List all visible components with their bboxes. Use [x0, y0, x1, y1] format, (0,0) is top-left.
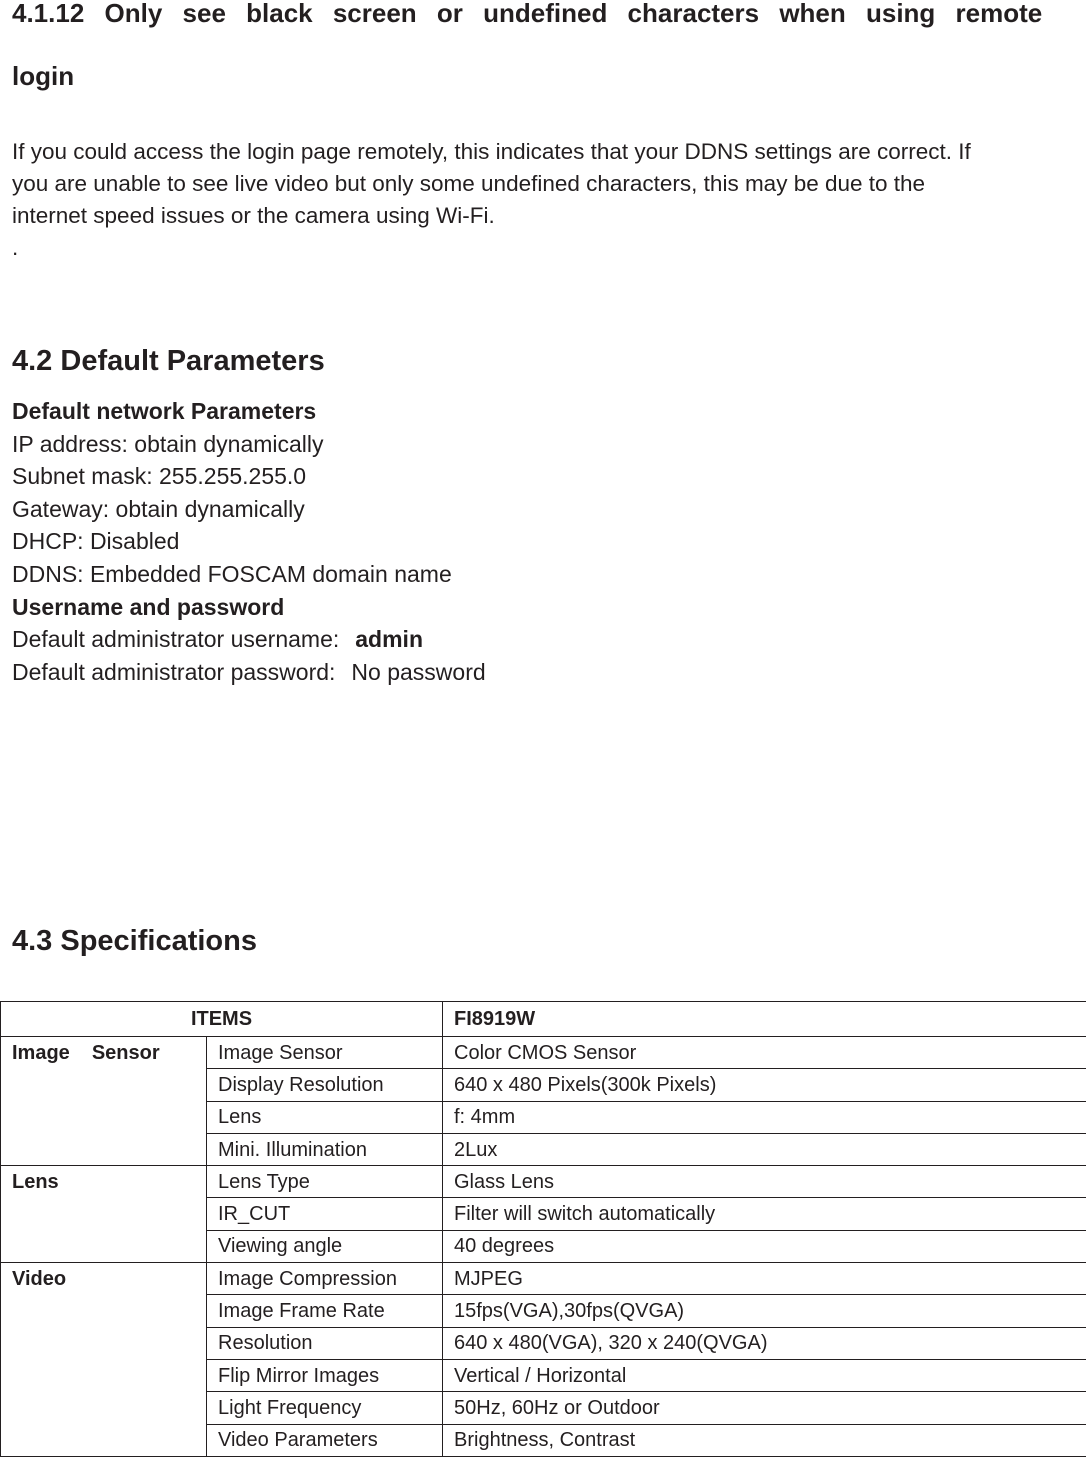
- category-video: Video: [1, 1263, 207, 1457]
- value-cell: Glass Lens: [443, 1166, 1086, 1198]
- value-cell: Brightness, Contrast: [443, 1424, 1086, 1456]
- item-cell: Display Resolution: [207, 1069, 443, 1101]
- section-4-1-12-body: [12, 136, 1076, 264]
- section-4-2-title: 4.2 Default Parameters: [12, 345, 325, 377]
- item-cell: Light Frequency: [207, 1392, 443, 1424]
- body-line-2: you are unable to see live video but only some undefined characters, this may be due to the: [12, 171, 926, 196]
- value-cell: f: 4mm: [443, 1101, 1086, 1133]
- username-label: Default administrator username:: [12, 626, 340, 653]
- value-cell: 640 x 480 Pixels(300k Pixels): [443, 1069, 1086, 1101]
- value-cell: 50Hz, 60Hz or Outdoor: [443, 1392, 1086, 1424]
- value-cell: 640 x 480(VGA), 320 x 240(QVGA): [443, 1327, 1086, 1359]
- table-header-row: [1, 1002, 1086, 1037]
- username-row: [12, 623, 486, 656]
- value-cell: 40 degrees: [443, 1230, 1086, 1262]
- username-value: admin: [355, 626, 423, 653]
- item-cell: Video Parameters: [207, 1424, 443, 1456]
- item-cell: Viewing angle: [207, 1230, 443, 1262]
- default-parameters-list: [12, 395, 486, 688]
- category-word: Sensor: [91, 1042, 160, 1064]
- section-4-1-12-title-line1: [12, 0, 1076, 28]
- item-cell: IR_CUT: [207, 1198, 443, 1230]
- category-image-sensor: [1, 1037, 207, 1166]
- header-model: FI8919W: [443, 1002, 1086, 1037]
- item-cell: Resolution: [207, 1327, 443, 1359]
- network-item-subnet: Subnet mask: 255.255.255.0: [12, 463, 307, 490]
- password-row: [12, 656, 486, 689]
- body-line-1: If you could access the login page remotely, this indicates that your DDNS settings are correct. If: [12, 139, 971, 164]
- section-4-1-12-title-line2: login: [12, 61, 75, 91]
- body-line-3: internet speed issues or the camera using Wi-Fi.: [12, 203, 495, 228]
- table-row: [1, 1037, 1086, 1069]
- password-label: Default administrator password:: [12, 658, 336, 685]
- network-item-ip: IP address: obtain dynamically: [12, 430, 324, 457]
- item-cell: Image Compression: [207, 1263, 443, 1295]
- section-4-3-title: 4.3 Specifications: [12, 925, 257, 957]
- credentials-heading: Username and password: [12, 593, 285, 620]
- item-cell: Image Sensor: [207, 1037, 443, 1069]
- network-item-gateway: Gateway: obtain dynamically: [12, 495, 305, 522]
- value-cell: Filter will switch automatically: [443, 1198, 1086, 1230]
- value-cell: 15fps(VGA),30fps(QVGA): [443, 1295, 1086, 1327]
- item-cell: Image Frame Rate: [207, 1295, 443, 1327]
- header-items: ITEMS: [1, 1002, 443, 1037]
- network-item-ddns: DDNS: Embedded FOSCAM domain name: [12, 560, 452, 587]
- body-line-4: .: [12, 235, 19, 260]
- table-row: [1, 1166, 1086, 1198]
- value-cell: Vertical / Horizontal: [443, 1359, 1086, 1391]
- network-parameters-heading: Default network Parameters: [12, 398, 317, 424]
- item-cell: Lens Type: [207, 1166, 443, 1198]
- value-cell: Color CMOS Sensor: [443, 1037, 1086, 1069]
- password-value: No password: [351, 658, 486, 685]
- item-cell: Flip Mirror Images: [207, 1359, 443, 1391]
- category-word: Image: [12, 1042, 70, 1064]
- value-cell: MJPEG: [443, 1263, 1086, 1295]
- table-row: [1, 1263, 1086, 1295]
- value-cell: 2Lux: [443, 1133, 1086, 1165]
- specifications-table: [0, 1001, 1086, 1457]
- category-lens: Lens: [1, 1166, 207, 1263]
- item-cell: Lens: [207, 1101, 443, 1133]
- item-cell: Mini. Illumination: [207, 1133, 443, 1165]
- section-4-1-12-title-text: 4.1.12 Only see black screen or undefined characters when using remote: [12, 0, 1043, 28]
- network-item-dhcp: DHCP: Disabled: [12, 528, 180, 555]
